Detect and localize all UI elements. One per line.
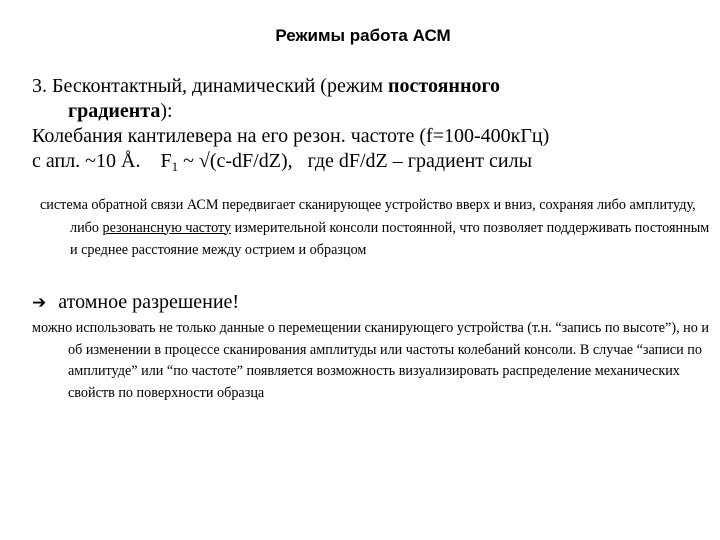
atomic-resolution-line: ➔ атомное разрешение!	[32, 291, 240, 313]
resonance-frequency-term: резонансную частоту	[102, 219, 232, 236]
heading-line-3: Колебания кантилевера на его резон. частоте (f=100-400кГц)	[32, 125, 550, 147]
feedback-paragraph: система обратной связи АСМ передвигает сканирующее устройство вверх и вниз, сохраняя либо амплитуду, либо резонансную частоту измерительной консоли постоянной, что позволяет поддерживать постоянным и среднее расстояние между острием и образцом	[40, 197, 710, 258]
note-paragraph: можно использовать не только данные о перемещении сканирующего устройства (т.н. “запись по высоте”), но и об изменении в процессе сканирования амплитуды или частоты колебаний консоли. В случае “записи по амплитуде” или “по частоте” появляется возможность визуализировать распределение механических свойств по поверхности образца	[32, 320, 709, 401]
heading-line-4: с апл. ~10 Å. $F_1$ ~ √(c-dF/dZ), где dF/dZ – градиент силы	[32, 150, 533, 174]
mode-heading	[32, 74, 712, 179]
right-arrow-icon: ➔	[32, 293, 47, 313]
slide-title: Режимы работа АСМ	[275, 26, 451, 45]
heading-line-1: 3. Бесконтактный, динамический (режим постоянного	[32, 75, 501, 97]
heading-line-2: градиента):	[68, 100, 173, 122]
